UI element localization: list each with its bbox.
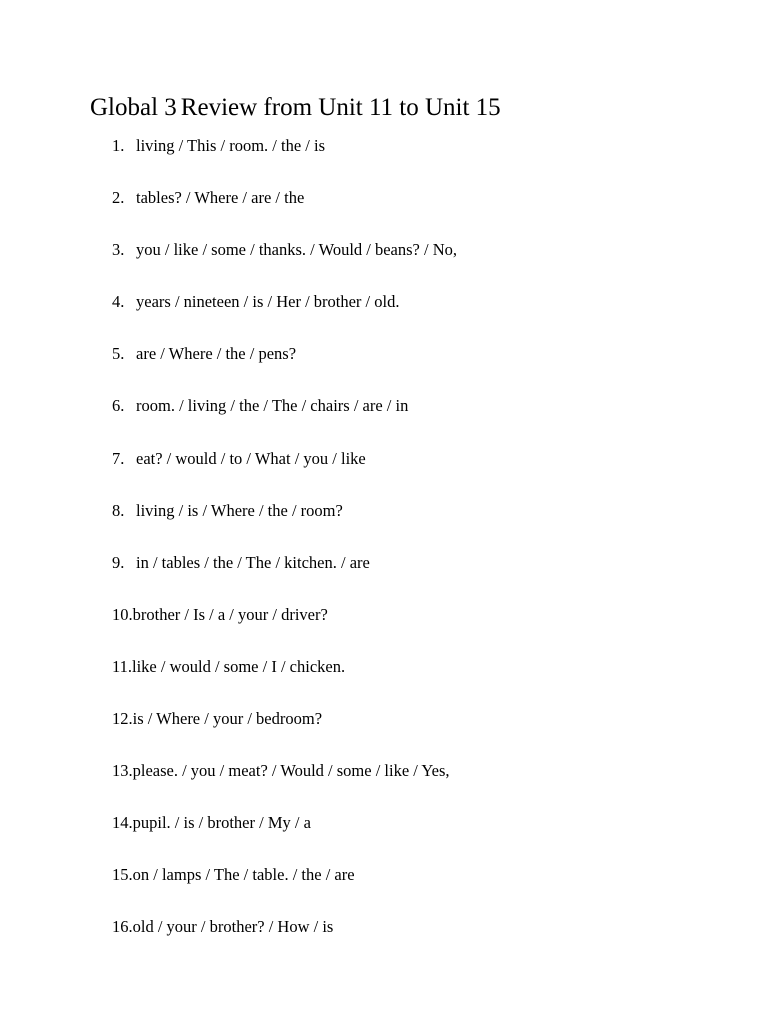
title-course: Global 3	[90, 94, 177, 121]
item-number: 8.	[112, 500, 125, 520]
item-number: 10.	[112, 604, 133, 624]
item-text: brother / Is / a / your / driver?	[132, 604, 328, 624]
item-number: 3.	[112, 240, 125, 260]
item-text: years / nineteen / is / Her / brother / old.	[136, 292, 400, 312]
list-item	[112, 133, 457, 185]
item-number: 16.	[112, 917, 133, 937]
item-text: eat? / would / to / What / you / like	[136, 448, 366, 468]
item-text: are / Where / the / pens?	[136, 344, 297, 364]
item-number: 13.	[112, 761, 133, 781]
item-number: 9.	[112, 552, 125, 572]
exercise-list	[112, 133, 457, 967]
list-item	[112, 862, 457, 914]
item-text: on / lamps / The / table. / the / are	[132, 865, 355, 885]
item-text: old / your / brother? / How / is	[132, 917, 334, 937]
item-number: 2.	[112, 188, 125, 208]
list-item	[112, 706, 457, 758]
item-text: please. / you / meat? / Would / some / like / Yes,	[132, 761, 450, 781]
list-item	[112, 654, 457, 706]
list-item	[112, 758, 457, 810]
item-text: in / tables / the / The / kitchen. / are	[136, 552, 370, 572]
item-text: is / Where / your / bedroom?	[132, 709, 323, 729]
item-number: 5.	[112, 344, 125, 364]
item-number: 15.	[112, 865, 133, 885]
list-item	[112, 602, 457, 654]
item-number: 1.	[112, 136, 125, 155]
list-item	[112, 498, 457, 550]
list-item	[112, 185, 457, 237]
item-text: living / is / Where / the / room?	[136, 500, 343, 520]
list-item	[112, 237, 457, 289]
list-item	[112, 341, 457, 393]
item-text: you / like / some / thanks. / Would / beans? / No,	[136, 240, 458, 260]
page-title	[90, 92, 501, 124]
item-number: 7.	[112, 448, 125, 468]
item-number: 11.	[112, 656, 133, 676]
list-item	[112, 446, 457, 498]
list-item	[112, 810, 457, 862]
list-item	[112, 914, 457, 966]
list-item	[112, 289, 457, 341]
title-review: Review from Unit 11 to Unit 15	[180, 94, 501, 121]
item-number: 6.	[112, 396, 125, 416]
item-number: 14.	[112, 813, 133, 833]
list-item	[112, 393, 457, 445]
item-text: room. / living / the / The / chairs / are / in	[136, 396, 409, 416]
item-number: 4.	[112, 292, 125, 312]
item-number: 12.	[112, 709, 133, 729]
item-text: pupil. / is / brother / My / a	[132, 813, 311, 833]
item-text: tables? / Where / are / the	[136, 188, 305, 208]
item-text: like / would / some / I / chicken.	[132, 656, 346, 676]
list-item	[112, 550, 457, 602]
item-text: living / This / room. / the / is	[136, 136, 325, 155]
